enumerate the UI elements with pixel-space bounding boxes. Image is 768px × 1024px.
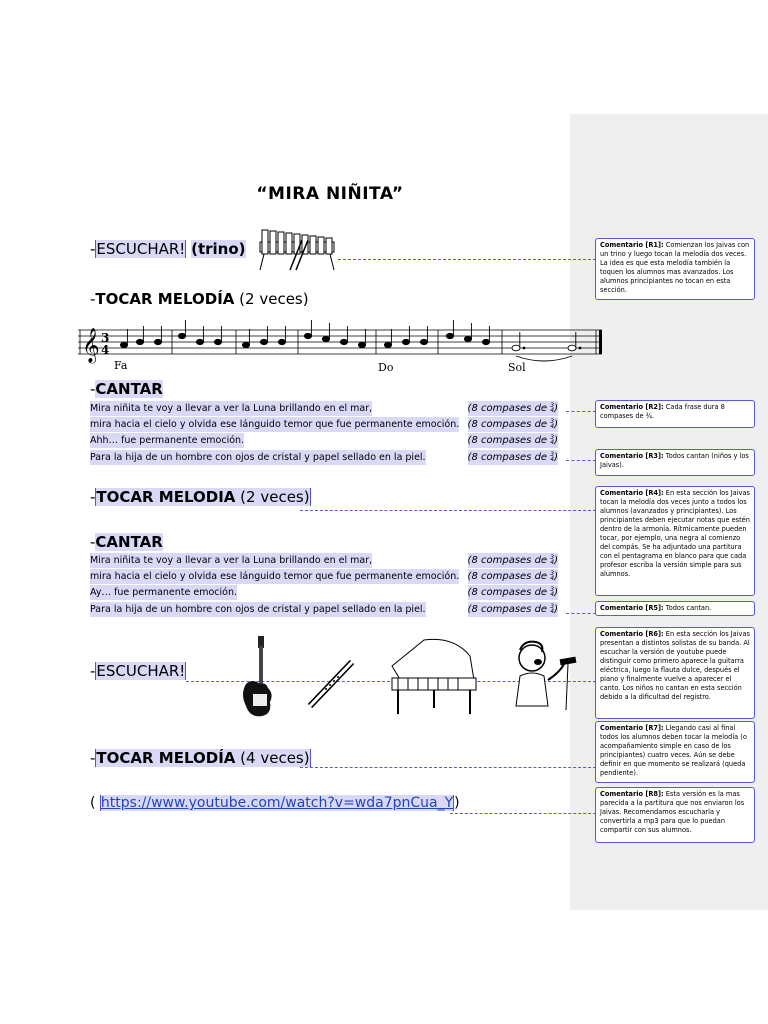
measure-count: (8 compases de 3 4)	[467, 570, 558, 582]
lyric-line: Ay… fue permanente emoción.	[90, 587, 238, 598]
lyric-line: Ahh… fue permanente emoción.	[90, 435, 245, 446]
comment-anchor-line	[566, 411, 596, 412]
comment-anchor-line	[338, 259, 596, 260]
comment-text: Comienzan los Jaivas con un trino y luego tocan la melodía dos veces. La idea es que esta melodía también la toquen los alumnos mas avanzados. Los alumnos principiantes no tocan en esta sección.	[600, 241, 750, 294]
lyric-row	[90, 417, 562, 432]
quarter-note	[446, 333, 453, 338]
measure-count: (8 compases de 3 4)	[467, 603, 558, 615]
comment-text: Todos cantan (niños y los Jaivas).	[600, 452, 749, 469]
comment-tag: Comentario [R1]:	[600, 241, 664, 249]
singer-image	[508, 636, 588, 712]
quarter-note	[340, 339, 347, 344]
comment-text: En esta sección los Jaivas presentan a distintos solistas de su banda. Al escuchar la versión de youtube puede distinguir como primero aparece la guitarra eléctrica, luego la flauta dulce, después el piano y finalmente vuelve a aparecer el canto. Los niños no cantan en esta sección debido a la dificultad del registro.	[600, 630, 750, 701]
note-label-do: Do	[378, 361, 394, 374]
fraction: 3 4	[550, 570, 555, 582]
grand-piano-image	[384, 636, 480, 718]
comment-balloon[interactable]	[595, 721, 755, 783]
section-label: CANTAR	[95, 380, 163, 398]
quarter-note	[420, 339, 427, 344]
quarter-note	[482, 339, 489, 344]
section-label: CANTAR	[95, 533, 163, 551]
section-tocar-melodia-1: -TOCAR MELODÍA (2 veces)	[90, 290, 309, 308]
comment-tag: Comentario [R4]:	[600, 489, 664, 497]
comment-anchor-line	[566, 613, 596, 614]
comment-text: Esta versión es la mas parecida a la partitura que nos enviaron los Jaivas. Recomendamos escucharla y convertirla a mp3 para que lo puedan compartir con sus alumnos.	[600, 790, 745, 834]
treble-clef-icon: 𝄞	[82, 328, 100, 363]
comment-tag: Comentario [R8]:	[600, 790, 664, 798]
section-label: TOCAR MELODÍA	[95, 290, 235, 308]
quarter-note	[322, 336, 329, 341]
comment-text: Todos cantan.	[665, 604, 712, 612]
section-tocar-melodia-2: -TOCAR MELODIA (2 veces)	[90, 488, 310, 506]
youtube-link-line: ( https://www.youtube.com/watch?v=wda7pnCua_Y)	[90, 795, 460, 811]
lyric-line: Para la hija de un hombre con ojos de cristal y papel sellado en la piel.	[90, 452, 426, 463]
measure-count: (8 compases de 3 4)	[467, 451, 558, 463]
measure-count: (8 compases de 3 4)	[467, 586, 558, 598]
section-cantar-2: -CANTAR	[90, 533, 163, 551]
quarter-note	[136, 339, 143, 344]
note-label-sol: Sol	[508, 361, 526, 374]
lyric-line: mira hacia el cielo y olvida ese lánguido temor que fue permanente emoción.	[90, 419, 460, 430]
fraction: 3 4	[550, 402, 555, 414]
lyric-row	[90, 569, 562, 584]
comment-tag: Comentario [R7]:	[600, 724, 664, 732]
comment-text: En esta sección los Jaivas tocan la melodía dos veces junto a todos los alumnos (avanzados y principiantes). Los principiantes deben ejecutar notas que estén dentro de la armonía. Rítmicamente pueden tocar, por ejemplo, una negra al comienzo del compás. Se ha adjuntado una partitura con el pentagrama en blanco para que cada profesor escriba la versión simple para sus alumnos.	[600, 489, 750, 578]
section-escuchar-trino: -ESCUCHAR! (trino)	[90, 240, 246, 258]
section-extra: (2 veces)	[240, 488, 310, 506]
section-label: ESCUCHAR!	[96, 240, 186, 258]
xylophone-image	[256, 226, 338, 272]
lyric-line: Mira niñita te voy a llevar a ver la Luna brillando en el mar,	[90, 403, 373, 414]
song-title: “MIRA NIÑITA”	[256, 184, 404, 204]
lyric-line: Para la hija de un hombre con ojos de cristal y papel sellado en la piel.	[90, 604, 426, 615]
measure-count: (8 compases de 3 4)	[467, 434, 558, 446]
comment-balloon[interactable]	[595, 787, 755, 843]
section-extra: (4 veces)	[240, 749, 310, 767]
electric-guitar-image	[236, 634, 276, 720]
quarter-note	[260, 339, 267, 344]
quarter-note	[154, 339, 161, 344]
fraction: 3 4	[550, 434, 555, 446]
lyric-row	[90, 585, 562, 600]
comment-text: Cada frase dura 8 compases de ¾.	[600, 403, 725, 420]
time-signature-bottom: 4	[101, 343, 110, 357]
section-escuchar-solistas: -ESCUCHAR!	[90, 662, 186, 680]
comment-balloon[interactable]	[595, 627, 755, 719]
fraction: 3 4	[550, 418, 555, 430]
section-cantar-1: -CANTAR	[90, 380, 163, 398]
lyric-row	[90, 450, 562, 465]
lyric-row	[90, 553, 562, 568]
comment-tag: Comentario [R3]:	[600, 452, 664, 460]
comment-balloon[interactable]	[595, 486, 755, 596]
measure-count: (8 compases de 3 4)	[467, 554, 558, 566]
comment-anchor-line	[300, 510, 596, 511]
comment-anchor-line	[566, 460, 596, 461]
section-extra: (2 veces)	[239, 290, 309, 308]
note-dot	[523, 347, 525, 349]
comment-text: Llegando casi al final todos los alumnos deben tocar la melodía (o acompañamiento simple en caso de los principiantes) cuatro veces. Aún se debe definir en que momento se realizará (queda pendiente).	[600, 724, 747, 777]
lyric-row	[90, 401, 562, 416]
recorder-flute-image	[304, 656, 358, 710]
lyric-row	[90, 602, 562, 617]
note-dot	[579, 347, 581, 349]
time-signature-top: 3	[101, 331, 110, 345]
fraction: 3 4	[550, 603, 555, 615]
section-label: TOCAR MELODÍA	[96, 749, 236, 767]
comment-anchor-line	[300, 767, 596, 768]
quarter-note	[358, 342, 365, 347]
youtube-link[interactable]: https://www.youtube.com/watch?v=wda7pnCua_Y	[100, 795, 454, 811]
quarter-note	[464, 336, 471, 341]
comment-balloon[interactable]	[595, 400, 755, 428]
fraction: 3 4	[550, 451, 555, 463]
lyric-line: Mira niñita te voy a llevar a ver la Luna brillando en el mar,	[90, 555, 373, 566]
comment-tag: Comentario [R2]:	[600, 403, 664, 411]
comment-anchor-line	[450, 813, 596, 814]
dotted-half-note	[568, 345, 576, 351]
quarter-note	[178, 333, 185, 338]
quarter-note	[384, 342, 391, 347]
measure-count: (8 compases de 3 4)	[467, 402, 558, 414]
lyric-line: mira hacia el cielo y olvida ese lánguido temor que fue permanente emoción.	[90, 571, 460, 582]
quarter-note	[402, 339, 409, 344]
quarter-note	[120, 342, 127, 347]
fraction: 3 4	[550, 586, 555, 598]
section-label: ESCUCHAR!	[96, 662, 186, 680]
section-tocar-melodia-3: -TOCAR MELODÍA (4 veces)	[90, 749, 310, 767]
section-label: TOCAR MELODIA	[96, 488, 236, 506]
measure-count: (8 compases de 3 4)	[467, 418, 558, 430]
quarter-note	[278, 339, 285, 344]
dotted-half-note	[512, 345, 520, 351]
music-staff	[78, 312, 628, 374]
quarter-note	[196, 339, 203, 344]
fraction: 3 4	[550, 554, 555, 566]
lyric-row	[90, 433, 562, 448]
comment-balloon[interactable]	[595, 601, 755, 616]
quarter-note	[242, 342, 249, 347]
comment-balloon[interactable]	[595, 449, 755, 476]
comment-tag: Comentario [R5]:	[600, 604, 664, 612]
comment-tag: Comentario [R6]:	[600, 630, 664, 638]
quarter-note	[214, 339, 221, 344]
note-label-fa: Fa	[114, 359, 128, 372]
quarter-note	[304, 333, 311, 338]
comment-balloon[interactable]	[595, 238, 755, 300]
section-extra: (trino)	[191, 240, 246, 258]
